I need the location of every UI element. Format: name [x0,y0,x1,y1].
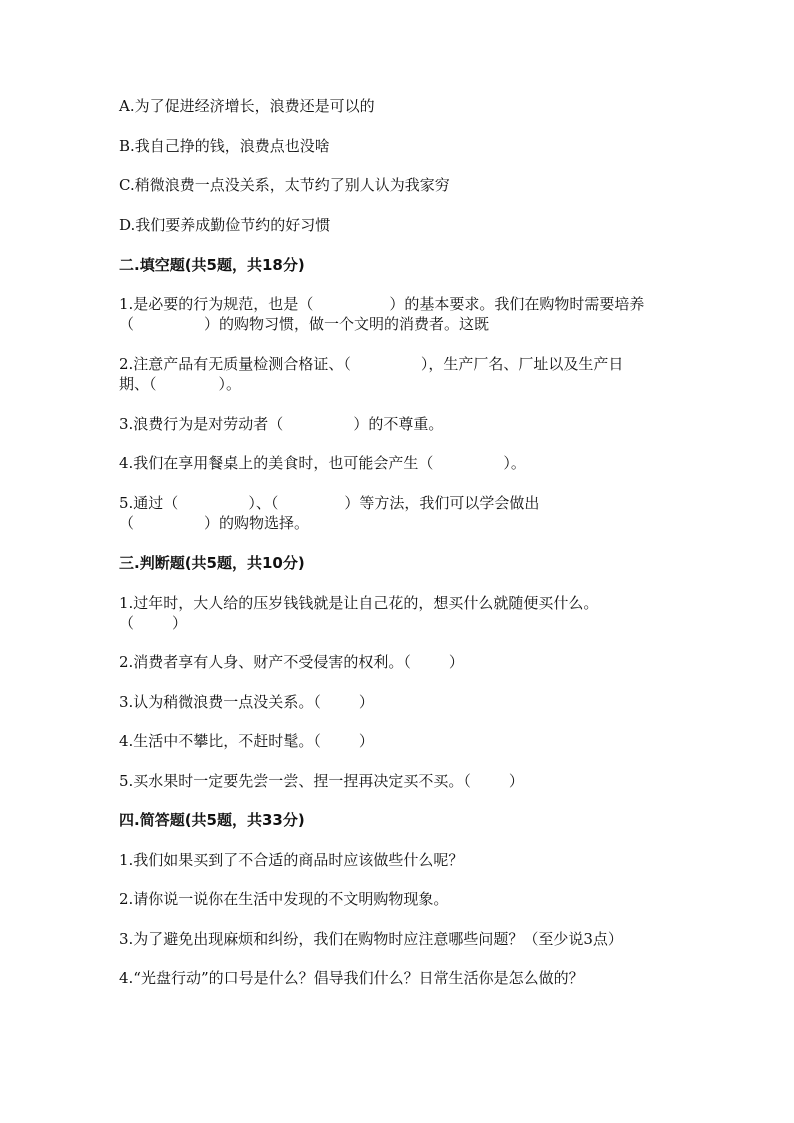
text: 5.买水果时一定要先尝一尝、捏一捏再决定买不买。（ [119,772,471,790]
judge-question-1-line2 [119,613,187,633]
text: ） [358,732,374,750]
judge-question-1-line1: 1.过年时，大人给的压岁钱钱就是让自己花的，想买什么就随便买什么。 [119,594,599,612]
fill-question-1-line2 [119,314,489,334]
judge-question-5 [119,771,524,791]
text: 1.是必要的行为规范，也是（ [119,295,314,313]
option-c: C.稍微浪费一点没关系，太节约了别人认为我家穷 [119,176,450,194]
fill-question-1-line1 [119,294,644,314]
judge-question-3 [119,692,374,712]
short-question-1: 1.我们如果买到了不合适的商品时应该做些什么呢？ [119,851,464,869]
text: ）的不尊重。 [353,415,444,433]
fill-question-3 [119,414,443,434]
short-question-4: 4.“光盘行动”的口号是什么？倡导我们什么？日常生活你是怎么做的？ [119,969,584,987]
section-heading-fill-blank: 二.填空题(共5题，共18分) [119,256,305,274]
text: （ [119,614,135,632]
section-heading-short-answer: 四.简答题(共5题，共33分) [119,811,305,829]
text: ）、（ [248,494,279,512]
text: ） [508,772,524,790]
short-question-3: 3.为了避免出现麻烦和纠纷，我们在购物时应注意哪些问题？（至少说3点） [119,930,623,948]
fill-question-5-line1 [119,493,539,513]
text: ）的购物习惯，做一个文明的消费者。这既 [204,315,490,333]
text: ）等方法，我们可以学会做出 [344,494,540,512]
option-a: A.为了促进经济增长，浪费还是可以的 [119,97,375,115]
text: 5.通过（ [119,494,179,512]
fill-question-2-line1 [119,354,623,374]
text: ）的购物选择。 [204,514,310,532]
text: ） [358,693,374,711]
text: 期、（ [119,375,157,393]
judge-question-4 [119,731,374,751]
text: 2.注意产品有无质量检测合格证、（ [119,355,351,373]
text: （ [119,315,135,333]
text: ）。 [218,375,242,393]
text: 4.生活中不攀比，不赶时髦。（ [119,732,321,750]
text: ） [172,614,188,632]
text: 3.浪费行为是对劳动者（ [119,415,284,433]
text: 4.我们在享用餐桌上的美食时，也可能会产生（ [119,454,434,472]
text: ），生产厂名、厂址以及生产日 [420,355,624,373]
text: ） [448,653,464,671]
option-b: B.我自己挣的钱，浪费点也没啥 [119,137,330,155]
fill-question-5-line2 [119,513,309,533]
text: （ [119,514,135,532]
text: ）。 [503,454,526,472]
option-d: D.我们要养成勤俭节约的好习惯 [119,216,331,234]
judge-question-2 [119,652,464,672]
text: 2.消费者享有人身、财产不受侵害的权利。（ [119,653,411,671]
fill-question-4 [119,453,526,473]
text: ）的基本要求。我们在购物时需要培养 [389,295,645,313]
section-heading-true-false: 三.判断题(共5题，共10分) [119,554,305,572]
text: 3.认为稍微浪费一点没关系。（ [119,693,321,711]
fill-question-2-line2 [119,374,241,394]
short-question-2: 2.请你说一说你在生活中发现的不文明购物现象。 [119,890,449,908]
